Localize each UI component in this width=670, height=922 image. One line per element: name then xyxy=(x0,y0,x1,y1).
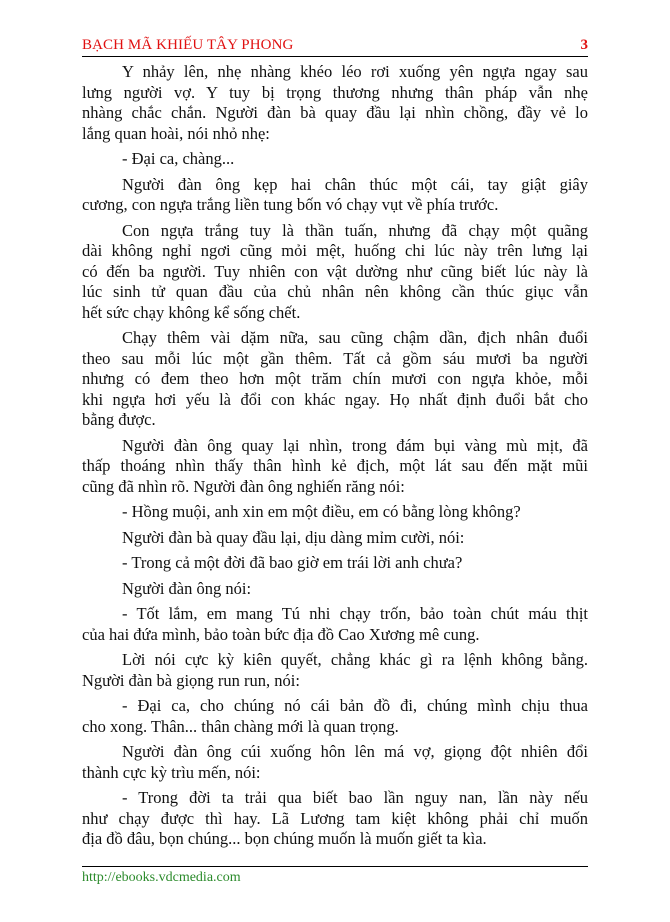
text-line: lúc sinh tử quan đầu của chủ nhân nên không cần thúc giục vẫn xyxy=(82,282,588,301)
text-line: cương, con ngựa trắng liền tung bốn vó chạy vụt về phía trước. xyxy=(82,195,499,214)
text-line: cho xong. Thân... thân chàng mới là quan trọng. xyxy=(82,716,399,736)
paragraph xyxy=(82,579,588,600)
text-line: cũng đã nhìn rõ. Người đàn ông nghiến răng nói: xyxy=(82,476,405,496)
text-line: Chạy thêm vài dặm nữa, sau cũng chậm dần, địch nhân đuổi xyxy=(122,328,588,347)
paragraph xyxy=(82,553,588,574)
paragraph xyxy=(82,149,588,170)
paragraph xyxy=(82,502,588,523)
text-line: lưng người vợ. Y tuy bị trọng thương nhưng thân pháp vẫn nhẹ xyxy=(82,82,588,102)
text-line: địa đồ đâu, bọn chúng... bọn chúng muốn là muốn giết ta kìa. xyxy=(82,829,487,848)
book-title: BẠCH MÃ KHIẾU TÂY PHONG xyxy=(82,37,294,53)
paragraph xyxy=(82,696,588,737)
text-line: - Đại ca, cho chúng nó cái bản đồ đi, chúng mình chịu thua xyxy=(122,696,588,715)
text-line: như chạy được thì hay. Lã Lương tam kiệt không phải chỉ muốn xyxy=(82,808,588,828)
text-line: bằng được. xyxy=(82,410,156,429)
paragraph xyxy=(82,604,588,645)
text-line: Người đàn bà giọng run run, nói: xyxy=(82,670,300,690)
text-line: - Trong cả một đời đã bao giờ em trái lời anh chưa? xyxy=(122,553,463,572)
text-line: - Đại ca, chàng... xyxy=(122,149,235,168)
text-line: hết sức chạy không kể sống chết. xyxy=(82,302,301,322)
text-line: có đến ba người. Tuy nhiên con vật dường như cũng biết lúc này là xyxy=(82,261,588,281)
text-line: Con ngựa trắng tuy là thần tuấn, nhưng đã chạy một quãng xyxy=(122,220,588,240)
footer-link[interactable]: http://ebooks.vdcmedia.com xyxy=(82,870,241,885)
text-line: Y nhảy lên, nhẹ nhàng khéo léo rơi xuống yên ngựa ngay sau xyxy=(122,62,588,81)
page-header xyxy=(82,35,588,57)
text-line: nhàng chắc chắn. Người đàn bà quay đầu lại nhìn chồng, đầy vẻ lo xyxy=(82,103,588,122)
text-line: Người đàn bà quay đầu lại, dịu dàng mỉm cười, nói: xyxy=(122,527,465,547)
page-body xyxy=(82,62,588,855)
paragraph xyxy=(82,175,588,216)
page-number: 3 xyxy=(580,37,588,53)
text-line: Người đàn ông quay lại nhìn, trong đám bụi vàng mù mịt, đã xyxy=(122,435,588,455)
footer-divider xyxy=(82,866,588,867)
text-line: của hai đứa mình, bảo toàn bức địa đồ Cao Xương mê cung. xyxy=(82,624,480,644)
paragraph xyxy=(82,650,588,691)
text-line: Người đàn ông cúi xuống hôn lên má vợ, giọng đột nhiên đổi xyxy=(122,742,588,761)
text-line: theo sau mỗi lúc một gần thêm. Tất cả gồm sáu mươi ba người xyxy=(82,348,588,368)
text-line: nhưng có đem theo hơn một trăm chín mươi con ngựa khỏe, mỗi xyxy=(82,369,588,388)
text-line: Lời nói cực kỳ kiên quyết, chẳng khác gì ra lệnh không bằng. xyxy=(122,650,588,669)
paragraph xyxy=(82,742,588,783)
paragraph xyxy=(82,221,588,324)
paragraph xyxy=(82,788,588,850)
paragraph xyxy=(82,328,588,431)
paragraph xyxy=(82,528,588,549)
text-line: khi ngựa hơi yếu là đổi con khác ngay. Họ nhất định đuổi bắt cho xyxy=(82,389,588,409)
text-line: - Trong đời ta trải qua biết bao lần nguy nan, lần này nếu xyxy=(122,788,588,807)
text-line: dài không nghỉ ngơi cũng mỏi mệt, huống chi lúc này trên lưng lại xyxy=(82,241,588,260)
text-line: Người đàn ông nói: xyxy=(122,578,252,598)
text-line: - Tốt lắm, em mang Tú nhi chạy trốn, bảo toàn chút máu thịt xyxy=(122,604,588,623)
paragraph xyxy=(82,436,588,498)
paragraph xyxy=(82,62,588,144)
text-line: Người đàn ông kẹp hai chân thúc một cái, tay giật giây xyxy=(122,174,588,194)
text-line: thành cực kỳ trìu mến, nói: xyxy=(82,762,261,782)
text-line: lắng quan hoài, nói nhỏ nhẹ: xyxy=(82,123,270,143)
text-line: thấp thoáng nhìn thấy thân hình kẻ địch, một lát sau đến mặt mũi xyxy=(82,456,588,475)
text-line: - Hồng muội, anh xin em một điều, em có bằng lòng không? xyxy=(122,502,521,521)
